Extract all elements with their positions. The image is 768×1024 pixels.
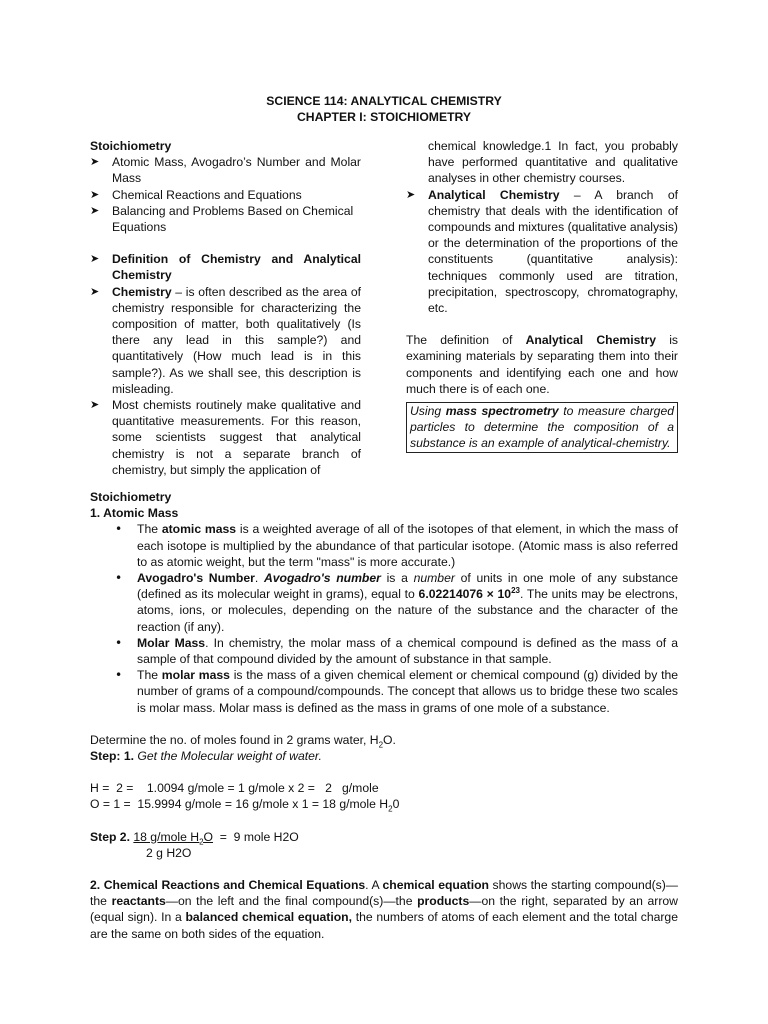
section-2-paragraph: 2. Chemical Reactions and Chemical Equations. A chemical equation shows the starting compound(s)—the reactants—on the left and the final compound(s)—the products—on the right, separated by an arrow (equal sign). In a balanced chemical equation, the numbers of atoms of each element and the total charge are the same on both sides of the equation. [90, 878, 678, 941]
course-title: SCIENCE 114: ANALYTICAL CHEMISTRY [266, 94, 502, 108]
topic-item-3: ➤ Balancing and Problems Based on Chemical Equations [90, 203, 361, 235]
example-callout-box: Using mass spectrometry to measure charged particles to determine the composition of a substance is an example of analytical-chemistry. [406, 402, 678, 453]
right-column [406, 138, 678, 453]
chemistry-term: Chemistry [112, 284, 172, 299]
definition-paragraph: The definition of Analytical Chemistry is examining materials by separating them into their components and identifying each one and how much there is of each one. [406, 333, 679, 396]
section-heading: Stoichiometry [90, 139, 172, 153]
analytical-chemistry-term: Analytical Chemistry [428, 187, 560, 202]
hydrogen-calculation: H = 2 = 1.0094 g/mole = 1 g/mole x 2 = 2 g/mole [90, 781, 379, 796]
list-item: • The molar mass is the mass of a given chemical element or chemical compound (g) divided by the number of grams of a compound/compounds. The concept that allows us to bridge these two scales is molar mass. Molar mass is defined as the mass in grams of one mole of a substance. [90, 667, 678, 716]
stoichiometry-heading: Stoichiometry [90, 490, 172, 504]
step-2: Step 2. 18 g/mole $H_2O = 9$ mole H2O [90, 829, 299, 847]
chapter-title: CHAPTER I: STOICHIOMETRY [296, 110, 472, 124]
chemists-note: ➤ Most chemists routinely make qualitative and quantitative measurements. For this reason, some scientists suggest that analytical chemistry is not a separate branch of chemistry, but simply the application of [90, 397, 361, 478]
left-column [90, 138, 361, 478]
topic-item-1: ➤ Atomic Mass, Avogadro’s Number and Molar Mass [90, 154, 361, 186]
list-item: • Avogadro's Number. Avogadro's number is a number of units in one mole of any substance (defined as its molecular weight in grams), equal to $6.02214076 \times 10^{23}$. The units may be electrons, atoms, ions, or molecules, depending on the nature of the substance and the character of the reaction (if any). [90, 570, 678, 635]
topic-item-2: ➤ Chemical Reactions and Equations [90, 187, 361, 203]
document-title [0, 93, 768, 125]
lower-section [90, 489, 678, 942]
oxygen-calculation: O = 1 = 15.9994 g/mole = 16 g/mole x 1 = 18 g/mole $H_20$ [90, 797, 400, 814]
definition-list [90, 521, 678, 715]
list-item: • The atomic mass is a weighted average of all of the isotopes of that element, in which the mass of each isotope is multiplied by the abundance of that particular isotope. (Atomic mass is also referred to as atomic weight, but the term "mass" is more accurate.) [90, 521, 678, 570]
atomic-mass-heading: 1. Atomic Mass [90, 506, 179, 521]
analytical-chemistry-definition: ➤ Analytical Chemistry – A branch of chemistry that deals with the identification of compounds and mixtures (qualitative analysis) or the determination of the proportions of the constituents (quantitative analysis): techniques commonly used are titration, precipitation, spectroscopy, chromatography, etc. [406, 187, 678, 317]
continued-text: chemical knowledge.1 In fact, you probably have performed quantitative and qualitative analyses in other chemistry courses. [428, 139, 678, 186]
step2-result: = 9 mole H2O [213, 829, 299, 844]
step-1: Step: 1. Get the Molecular weight of water. [90, 749, 322, 764]
step2-numerator: 18 g/mole $H_2O$ [133, 829, 214, 847]
definition-heading: ➤ Definition of Chemistry and Analytical Chemistry [90, 251, 361, 283]
list-item: • Molar Mass. In chemistry, the molar mass of a chemical compound is defined as the mass of a sample of that compound divided by the amount of substance in that sample. [90, 635, 678, 667]
problem-statement: Determine the no. of moles found in 2 grams water, $H_2O$. [90, 732, 396, 750]
chemistry-definition: ➤ Chemistry – is often described as the area of chemistry responsible for characterizing the composition of matter, both qualitatively (Is there any lead in this sample?) and quantitatively (How much lead is in this sample?). As we shall see, this description is misleading. [90, 284, 361, 397]
step2-denominator: 2 g H2O [146, 845, 192, 860]
